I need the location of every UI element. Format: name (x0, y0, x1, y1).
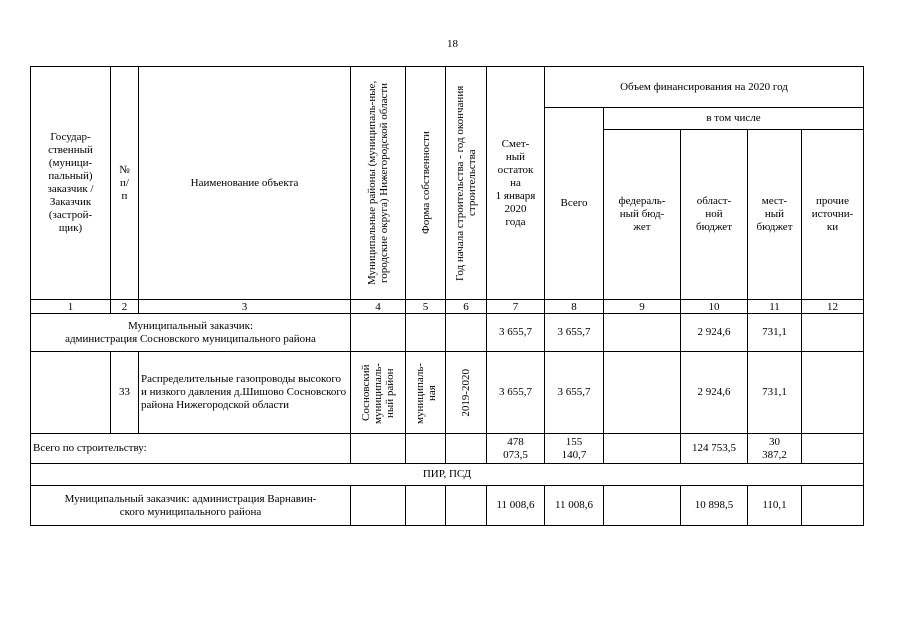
local-value: 731,1 (748, 314, 802, 352)
total-value: 11 008,6 (545, 486, 604, 526)
col-number: 2 (111, 300, 139, 314)
regional-value: 10 898,5 (681, 486, 748, 526)
section-label: ПИР, ПСД (31, 464, 864, 486)
object-ownership: муниципаль-ная (406, 352, 446, 434)
col-number: 6 (446, 300, 487, 314)
col-number: 1 (31, 300, 111, 314)
col-number: 8 (545, 300, 604, 314)
header-federal: федераль- ный бюд- жет (604, 130, 681, 300)
header-local: мест- ный бюджет (748, 130, 802, 300)
remainder-value: 3 655,7 (487, 352, 545, 434)
col-number: 9 (604, 300, 681, 314)
col-number: 11 (748, 300, 802, 314)
header-years: Год начала строительства - год окончания строительства (446, 67, 487, 300)
header-financing: Объем финансирования на 2020 год (545, 67, 864, 108)
customer-label: Муниципальный заказчик: администрация Сосновского муниципального района (31, 314, 351, 352)
regional-value: 2 924,6 (681, 352, 748, 434)
local-value: 731,1 (748, 352, 802, 434)
header-including: в том числе (604, 108, 864, 130)
total-value: 3 655,7 (545, 314, 604, 352)
col-number: 4 (351, 300, 406, 314)
remainder-value: 478 073,5 (487, 434, 545, 464)
header-customer: Государ- ственный (муници- пальный) заказчик / Заказчик (застрой- щик) (31, 67, 111, 300)
header-num: № п/ п (111, 67, 139, 300)
local-value: 110,1 (748, 486, 802, 526)
total-value: 155 140,7 (545, 434, 604, 464)
header-districts: Муниципальные районы (муниципаль-ные, городские округа) Нижегородской области (351, 67, 406, 300)
col-number: 5 (406, 300, 446, 314)
column-numbers-row (31, 300, 864, 314)
construction-total-label: Всего по строительству: (31, 434, 351, 464)
table-row (31, 486, 864, 526)
total-value: 3 655,7 (545, 352, 604, 434)
header-regional: област- ной бюджет (681, 130, 748, 300)
header-total: Всего (545, 108, 604, 300)
financing-table (30, 66, 864, 526)
col-number: 10 (681, 300, 748, 314)
table-row (31, 434, 864, 464)
object-district: Сосновский муниципаль-ный район (351, 352, 406, 434)
header-object-name: Наименование объекта (139, 67, 351, 300)
table-row (31, 314, 864, 352)
col-number: 12 (802, 300, 864, 314)
page-number: 18 (447, 38, 458, 50)
regional-value: 124 753,5 (681, 434, 748, 464)
object-years: 2019-2020 (446, 352, 487, 434)
object-name: Распределительные газопроводы высокого и низкого давления д.Шишово Сосновского района Нижегородской области (139, 352, 351, 434)
local-value: 30 387,2 (748, 434, 802, 464)
header-ownership: Форма собственности (406, 67, 446, 300)
table-row (31, 464, 864, 486)
object-number: 33 (111, 352, 139, 434)
col-number: 3 (139, 300, 351, 314)
col-number: 7 (487, 300, 545, 314)
table-row (31, 352, 864, 434)
customer-label: Муниципальный заказчик: администрация Варнавин- ского муниципального района (31, 486, 351, 526)
regional-value: 2 924,6 (681, 314, 748, 352)
header-other: прочие источни- ки (802, 130, 864, 300)
remainder-value: 3 655,7 (487, 314, 545, 352)
remainder-value: 11 008,6 (487, 486, 545, 526)
header-remainder: Смет- ный остаток на 1 января 2020 года (487, 67, 545, 300)
